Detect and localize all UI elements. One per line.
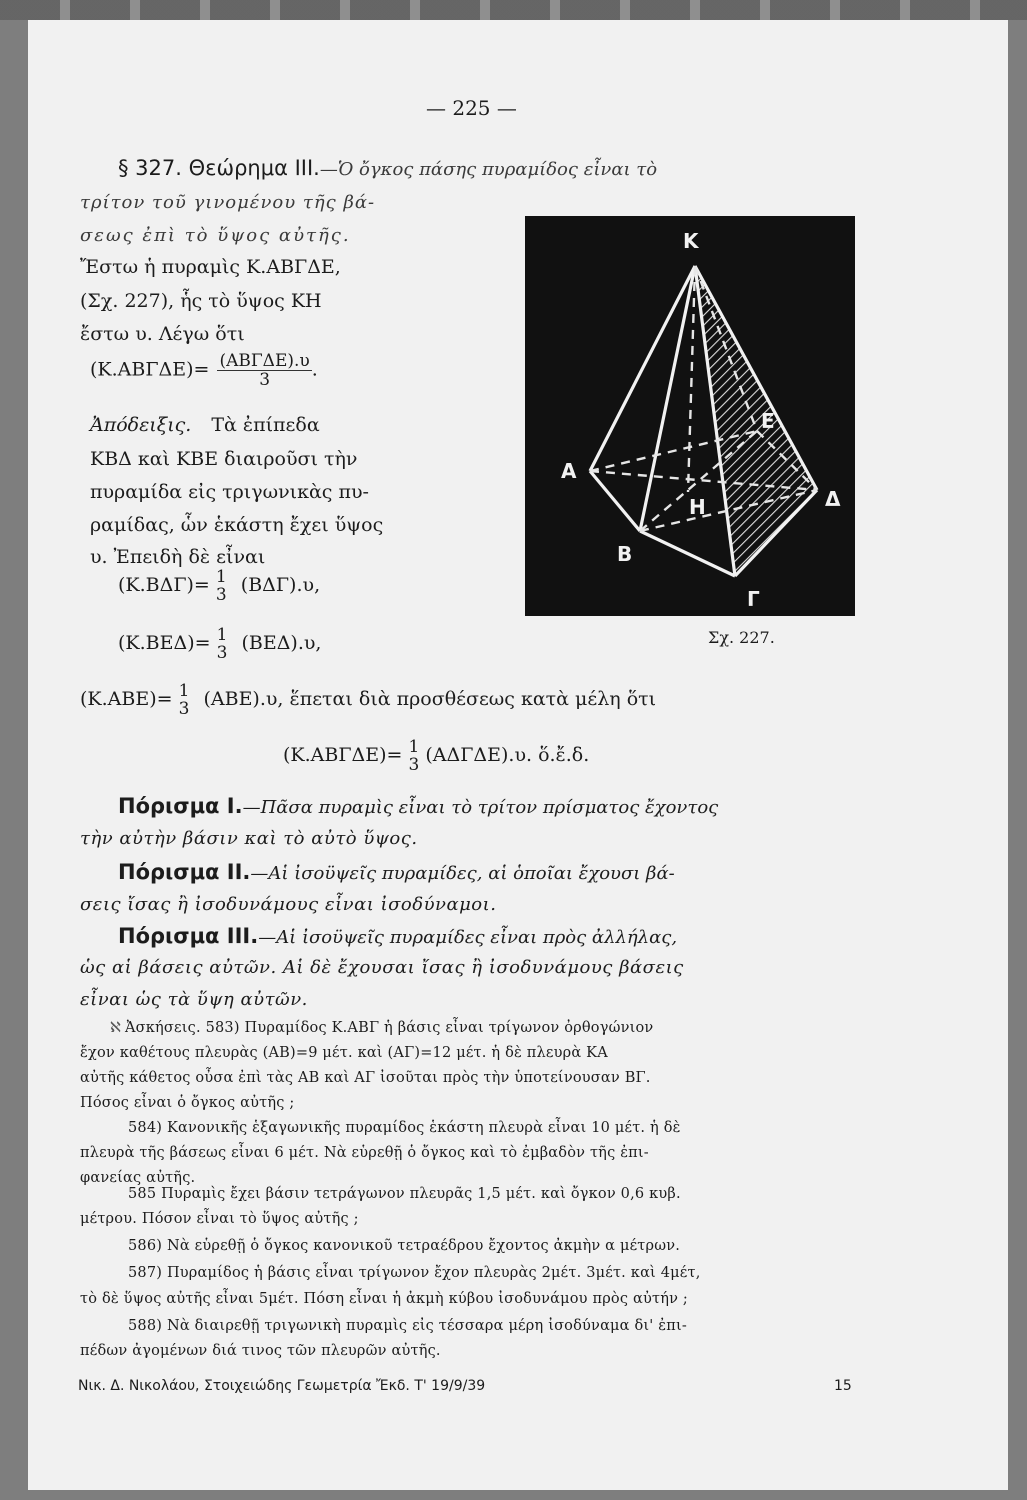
proof-line-4: ραμίδας, ὧν ἑκάστη ἔχει ὕψος bbox=[90, 514, 384, 536]
page-number: — 225 — bbox=[426, 96, 517, 120]
pyramid-diagram bbox=[525, 216, 855, 616]
eq1-rhs: (ΒΔΓ).υ, bbox=[240, 574, 321, 596]
theorem-statement-3: σεως ἐπὶ τὸ ὕψος αὐτῆς. bbox=[80, 225, 351, 246]
footer-signature-number: 15 bbox=[834, 1378, 852, 1394]
eq1-lhs: (Κ.ΒΔΓ)= bbox=[118, 574, 210, 596]
eq4-num: 1 bbox=[408, 737, 420, 757]
eq3-fraction bbox=[179, 682, 190, 718]
label-D: Δ bbox=[825, 487, 841, 511]
corollary-3-line-1: —Αἱ ἰσοϋψεῖς πυραμίδες εἶναι πρὸς ἀλλήλας, bbox=[258, 927, 678, 948]
exercises-line-10: 586) Νὰ εὑρεθῇ ὁ ὄγκος κανονικοῦ τετραέδρου ἔχοντος ἀκμὴν α μέτρων. bbox=[128, 1238, 681, 1254]
text-line-5: (Σχ. 227), ἧς τὸ ὕψος ΚΗ bbox=[80, 290, 322, 312]
corollary-1-line-1: —Πᾶσα πυραμὶς εἶναι τὸ τρίτον πρίσματος ἔχοντος bbox=[242, 797, 719, 818]
corollary-3-line-3: εἶναι ὡς τὰ ὕψη αὐτῶν. bbox=[80, 989, 308, 1010]
eq1-fraction bbox=[216, 568, 227, 604]
exercises-line-12: τὸ δὲ ὕψος αὐτῆς εἶναι 5μέτ. Πόση εἶναι ἡ ἀκμὴ κύβου ἰσοδυνάμου πρὸς αὐτήν ; bbox=[80, 1291, 689, 1307]
eq2-lhs: (Κ.ΒΕΔ)= bbox=[118, 632, 211, 654]
eq4-rhs: (ΑΔΓΔΕ).υ. ὅ.ἔ.δ. bbox=[425, 744, 590, 766]
exercises-line-5: 584) Κανονικῆς ἑξαγωνικῆς πυραμίδος ἑκάστη πλευρὰ εἶναι 10 μέτ. ἡ δὲ bbox=[128, 1120, 681, 1136]
equation-2 bbox=[118, 626, 321, 662]
eq2-den: 3 bbox=[216, 643, 228, 663]
page-top-edge bbox=[0, 0, 1027, 20]
main-formula: (Κ.ΑΒΓΔΕ)= $\frac{\text{(ΑΒΓΔΕ).υ}}{3}$ . bbox=[90, 351, 318, 390]
exercises-line-13: 588) Νὰ διαιρεθῇ τριγωνικὴ πυραμὶς εἰς τέσσαρα μέρη ἰσοδύναμα δι' ἐπι- bbox=[128, 1318, 687, 1334]
eq2-rhs: (ΒΕΔ).υ, bbox=[241, 632, 322, 654]
exercises-line-9: μέτρου. Πόσον εἶναι τὸ ὕψος αὐτῆς ; bbox=[80, 1211, 359, 1227]
text-line-4: Ἔστω ἡ πυραμὶς Κ.ΑΒΓΔΕ, bbox=[80, 256, 341, 278]
eq1-num: 1 bbox=[215, 567, 227, 587]
label-E: Ε bbox=[761, 409, 775, 433]
exercises-line-2: ἔχον καθέτους πλευρὰς (ΑΒ)=9 μέτ. καὶ (ΑΓ)=12 μέτ. ἡ δὲ πλευρὰ ΚΑ bbox=[80, 1045, 608, 1061]
eq4-fraction bbox=[408, 738, 419, 774]
label-K: Κ bbox=[683, 229, 699, 253]
corollary-3-label: Πόρισμα ΙΙΙ. bbox=[118, 924, 259, 948]
equation-4 bbox=[283, 738, 589, 774]
theorem-label: § 327. Θεώρημα ΙΙΙ. bbox=[118, 156, 320, 180]
theorem-statement-2: τρίτον τοῦ γινομένου τῆς βά- bbox=[80, 192, 376, 213]
exercises-line-4: Πόσος εἶναι ὁ ὄγκος αὐτῆς ; bbox=[80, 1095, 295, 1111]
formula-numerator: (ΑΒΓΔΕ).υ bbox=[219, 351, 310, 371]
edge-AB bbox=[590, 471, 640, 531]
proof-line-2: ΚΒΔ καὶ ΚΒΕ διαιροῦσι τὴν bbox=[90, 448, 358, 470]
corollary-3-line-2: ὡς αἱ βάσεις αὐτῶν. Αἱ δὲ ἔχουσαι ἴσας ἢ ἰσοδυνάμους βάσεις bbox=[80, 957, 684, 978]
proof-line-5: υ. Ἐπειδὴ δὲ εἶναι bbox=[90, 546, 266, 568]
theorem-statement-1: —Ὁ ὄγκος πάσης πυραμίδος εἶναι τὸ bbox=[319, 159, 658, 180]
corollary-2-line-1: —Αἱ ἰσοϋψεῖς πυραμίδες, αἱ ὁποῖαι ἔχουσι βά- bbox=[250, 863, 675, 884]
eq4-den: 3 bbox=[408, 755, 420, 775]
equation-3 bbox=[80, 682, 656, 718]
eq2-fraction bbox=[217, 626, 228, 662]
pyramid-figure bbox=[525, 216, 855, 616]
eq1-den: 3 bbox=[215, 585, 227, 605]
exercises-line-3: αὐτῆς κάθετος οὖσα ἐπὶ τὰς ΑΒ καὶ ΑΓ ἰσοῦται πρὸς τὴν ὑποτείνουσαν ΒΓ. bbox=[80, 1070, 651, 1086]
proof-text-1: Τὰ ἐπίπεδα bbox=[211, 414, 320, 436]
edge-KA bbox=[590, 266, 695, 471]
label-H: Η bbox=[689, 495, 706, 519]
eq3-den: 3 bbox=[178, 699, 190, 719]
exercises-line-11: 587) Πυραμίδος ἡ βάσις εἶναι τρίγωνον ἔχον πλευρὰς 2μέτ. 3μέτ. καὶ 4μέτ, bbox=[128, 1265, 701, 1281]
label-B: Β bbox=[617, 542, 633, 566]
corollary-1-label: Πόρισμα Ι. bbox=[118, 794, 243, 818]
corollary-1-line-2: τὴν αὐτὴν βάσιν καὶ τὸ αὐτὸ ὕψος. bbox=[80, 828, 418, 849]
book-page bbox=[28, 20, 1008, 1490]
exercise-marker: ℵ bbox=[110, 1020, 122, 1036]
proof-label: Ἀπόδειξις. bbox=[90, 414, 192, 436]
proof-line-1 bbox=[90, 414, 320, 436]
edge-BG bbox=[640, 531, 735, 576]
corollary-3 bbox=[118, 924, 677, 948]
formula-fraction bbox=[217, 352, 311, 389]
eq3-lhs: (Κ.ΑΒΕ)= bbox=[80, 688, 173, 710]
eq4-lhs: (Κ.ΑΒΓΔΕ)= bbox=[283, 744, 403, 766]
corollary-2-line-2: σεις ἴσας ἢ ἰσοδυνάμους εἶναι ἰσοδύναμοι. bbox=[80, 894, 497, 915]
exercise-text-1: Ἀσκήσεις. 583) Πυραμίδος Κ.ΑΒΓ ἡ βάσις εἶναι τρίγωνον ὀρθογώνιον bbox=[125, 1020, 654, 1036]
theorem-block bbox=[118, 156, 657, 180]
exercises-line-14: πέδων ἀγομένων διά τινος τῶν πλευρῶν αὐτῆς. bbox=[80, 1343, 441, 1359]
corollary-1 bbox=[118, 794, 718, 818]
formula-denominator: 3 bbox=[259, 370, 271, 390]
eq3-num: 1 bbox=[178, 681, 190, 701]
figure-caption: Σχ. 227. bbox=[708, 628, 775, 647]
equation-1 bbox=[118, 568, 320, 604]
label-G: Γ bbox=[747, 587, 760, 611]
corollary-2 bbox=[118, 860, 675, 884]
exercises-line-8: 585 Πυραμὶς ἔχει βάσιν τετράγωνον πλευρᾶς 1,5 μέτ. καὶ ὄγκον 0,6 κυβ. bbox=[128, 1186, 681, 1202]
exercises-line-1 bbox=[110, 1020, 653, 1036]
label-A: Α bbox=[561, 459, 577, 483]
text-line-6: ἔστω υ. Λέγω ὅτι bbox=[80, 323, 245, 345]
exercises-line-7: φανείας αὐτῆς. bbox=[80, 1170, 196, 1186]
edge-KB bbox=[640, 266, 695, 531]
formula-lhs: (Κ.ΑΒΓΔΕ)= bbox=[90, 358, 210, 381]
exercises-line-6: πλευρὰ τῆς βάσεως εἶναι 6 μέτ. Νὰ εὑρεθῇ ὁ ὄγκος καὶ τὸ ἐμβαδὸν τῆς ἐπι- bbox=[80, 1145, 649, 1161]
eq3-rhs: (ΑΒΕ).υ, ἕπεται διὰ προσθέσεως κατὰ μέλη ὅτι bbox=[203, 688, 657, 710]
eq2-num: 1 bbox=[216, 625, 228, 645]
footer-citation: Νικ. Δ. Νικολάου, Στοιχειώδης Γεωμετρία Ἔκδ. Τ' 19/9/39 bbox=[78, 1378, 486, 1394]
corollary-2-label: Πόρισμα ΙΙ. bbox=[118, 860, 251, 884]
proof-line-3: πυραμίδα εἰς τριγωνικὰς πυ- bbox=[90, 481, 369, 503]
